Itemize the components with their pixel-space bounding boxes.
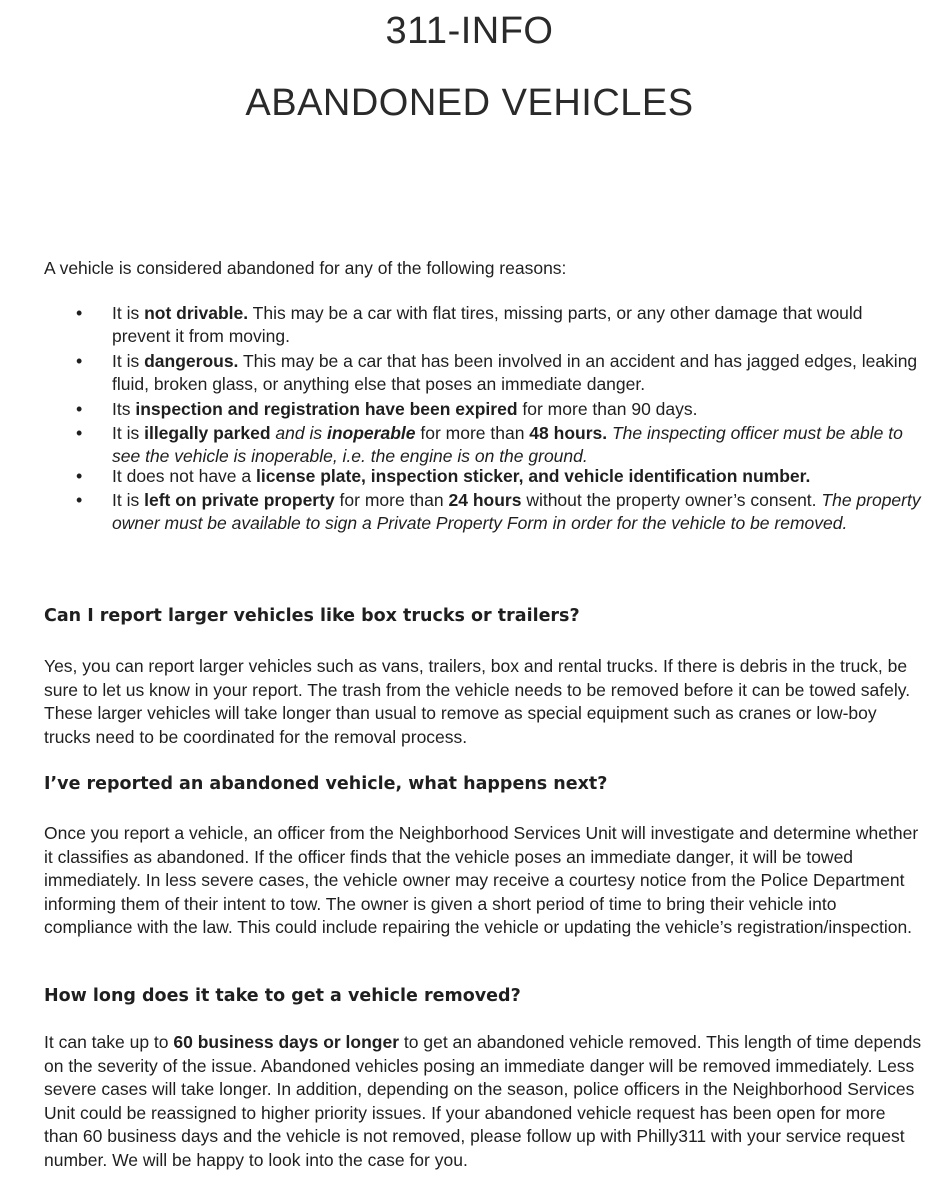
faq-question-how-long: How long does it take to get a vehicle removed? — [44, 986, 521, 1006]
reason-italic: The property owner must be available to sign a Private Property Form in order for the vehicle to be removed. — [112, 490, 921, 533]
reason-bold: left on private property — [144, 490, 335, 510]
reason-text: for more than 90 days. — [517, 399, 698, 419]
reason-italic: The inspecting officer must be able to see the vehicle is inoperable, i.e. the engine is on the ground. — [112, 423, 903, 466]
reason-text: for more than — [415, 423, 530, 443]
reason-bold: license plate, inspection sticker, and vehicle identification number. — [256, 466, 811, 486]
answer-text: to get an abandoned vehicle removed. This length of time depends on the severity of the issue. Abandoned vehicles posing an immediate danger will be removed immediately. Less severe cases will take longer. In addition, depending on the season, police officers in the Neighborhood Services Unit could be reassigned to higher priority issues. If your abandoned vehicle request has been open for more than 60 business days and the vehicle is not removed, please follow up with Philly311 with your service request number. We will be happy to look into the case for you. — [44, 1032, 922, 1170]
faq-answer-what-next: Once you report a vehicle, an officer from the Neighborhood Services Unit will investigate and determine whether it classifies as abandoned. If the officer finds that the vehicle poses an immediate danger, it will be towed immediately. In less severe cases, the vehicle owner may receive a courtesy notice from the Police Department informing them of their intent to tow. The owner is given a short period of time to bring their vehicle into compliance with the law. This could include repairing the vehicle or updating the vehicle’s registration/inspection. — [44, 823, 919, 937]
reason-text: This may be a car that has been involved in an accident and has jagged edges, leaking fluid, broken glass, or anything else that poses an immediate danger. — [112, 351, 918, 394]
answer-text: It can take up to — [44, 1032, 174, 1052]
reason-italic: and is — [270, 423, 327, 443]
reason-text: It does not have a — [112, 466, 256, 486]
faq-question-larger-vehicles: Can I report larger vehicles like box trucks or trailers? — [44, 606, 580, 626]
reason-text: It is — [112, 351, 145, 371]
document-title-line1: 311-INFO — [385, 10, 554, 52]
faq-question-what-next: I’ve reported an abandoned vehicle, what happens next? — [44, 774, 608, 794]
reason-bold: illegally parked — [144, 423, 271, 443]
faq-answer-larger-vehicles: Yes, you can report larger vehicles such as vans, trailers, box and rental trucks. If there is debris in the truck, be sure to let us know in your report. The trash from the vehicle needs to be removed before it can be towed safely. These larger vehicles will take longer than usual to remove as special equipment such as cranes or low-boy trucks need to be coordinated for the removal process. — [44, 656, 911, 747]
reason-text: Its — [112, 399, 136, 419]
reason-bold-italic: inoperable — [326, 423, 416, 443]
intro-text: A vehicle is considered abandoned for any of the following reasons: — [44, 258, 567, 278]
faq-answer-how-long — [44, 1031, 924, 1172]
reason-bold: inspection and registration have been expired — [135, 399, 518, 419]
reason-not-drivable — [44, 302, 924, 350]
reason-bold: dangerous. — [144, 351, 239, 371]
reason-bold: 24 hours — [448, 490, 522, 510]
answer-bold: 60 business days or longer — [173, 1032, 400, 1052]
reason-text: It is — [112, 490, 145, 510]
reason-text: This may be a car with flat tires, missing parts, or any other damage that would prevent it from moving. — [112, 303, 863, 346]
abandoned-reasons-list — [44, 302, 924, 555]
reason-bold: 48 hours. — [529, 423, 608, 443]
reason-bold: not drivable. — [144, 303, 249, 323]
reason-expired — [44, 398, 924, 422]
reason-text: without the property owner’s consent. — [521, 490, 822, 510]
reason-text: It is — [112, 303, 145, 323]
document-title-line2: ABANDONED VEHICLES — [245, 82, 694, 124]
reason-no-plate — [44, 465, 924, 489]
reason-dangerous — [44, 350, 924, 398]
reason-private-property — [44, 489, 924, 555]
reason-text: It is — [112, 423, 145, 443]
reason-text: for more than — [334, 490, 449, 510]
reason-illegally-parked — [44, 422, 924, 465]
